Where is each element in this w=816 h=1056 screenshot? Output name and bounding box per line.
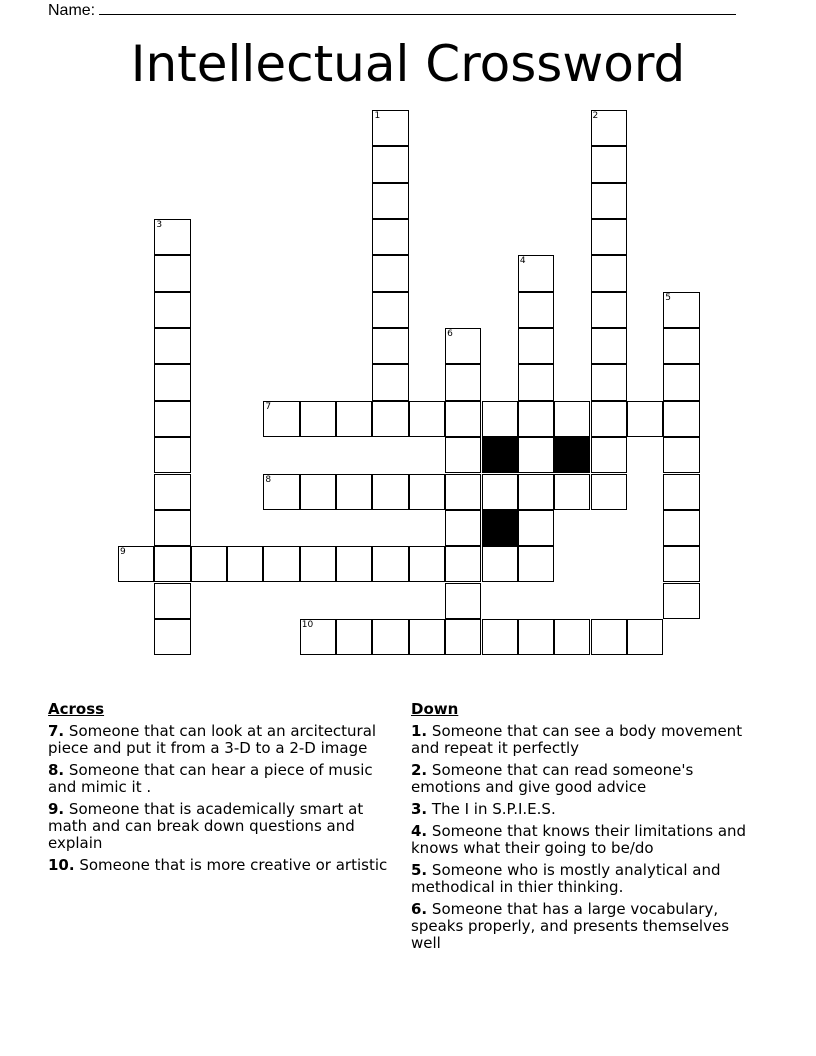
- clue-text: The I in S.P.I.E.S.: [431, 800, 556, 818]
- grid-cell[interactable]: [591, 437, 627, 473]
- clue-text: Someone that is more creative or artistic: [79, 856, 388, 874]
- clue-down: [411, 862, 761, 896]
- clue-text: Someone that is academically smart at math and can break down questions and explain: [48, 800, 364, 852]
- grid-cell[interactable]: [154, 437, 190, 473]
- grid-cell[interactable]: [591, 255, 627, 291]
- grid-cell[interactable]: [482, 474, 518, 510]
- grid-cell[interactable]: [372, 219, 408, 255]
- cell-number: 1: [374, 111, 381, 121]
- cell-number: 4: [519, 256, 526, 267]
- clue-number: 1.: [411, 722, 428, 740]
- clue-down: [411, 823, 761, 857]
- grid-cell[interactable]: [154, 219, 190, 255]
- grid-cell[interactable]: [300, 546, 336, 582]
- grid-cell[interactable]: [445, 401, 481, 437]
- grid-cell[interactable]: [518, 510, 554, 546]
- grid-cell[interactable]: [591, 401, 627, 437]
- grid-cell[interactable]: [300, 619, 336, 655]
- clue-number: 10.: [48, 856, 75, 874]
- grid-cell[interactable]: [445, 510, 481, 546]
- grid-cell[interactable]: [591, 292, 627, 328]
- grid-cell[interactable]: [154, 292, 190, 328]
- grid-cell[interactable]: [663, 364, 699, 400]
- grid-cell[interactable]: [518, 328, 554, 364]
- grid-cell[interactable]: [663, 583, 699, 619]
- grid-cell[interactable]: [372, 474, 408, 510]
- clue-down: [411, 801, 761, 818]
- grid-cell[interactable]: [482, 546, 518, 582]
- grid-cell[interactable]: [154, 583, 190, 619]
- clue-number: 5.: [411, 861, 428, 879]
- down-heading: Down: [411, 700, 459, 718]
- grid-cell[interactable]: [663, 474, 699, 510]
- black-cell: [482, 437, 518, 473]
- clue-text: Someone that can read someone's emotions and give good advice: [411, 761, 694, 796]
- clue-number: 6.: [411, 900, 428, 918]
- cell-number: 8: [265, 474, 272, 485]
- grid-cell[interactable]: [518, 546, 554, 582]
- grid-cell[interactable]: [518, 474, 554, 510]
- clue-number: 3.: [411, 800, 428, 818]
- black-cell: [482, 510, 518, 546]
- grid-cell[interactable]: [154, 546, 190, 582]
- grid-cell[interactable]: [372, 110, 408, 146]
- puzzle-title: Intellectual Crossword: [130, 35, 686, 93]
- grid-cell[interactable]: [336, 619, 372, 655]
- grid-cell[interactable]: [591, 474, 627, 510]
- clue-number: 4.: [411, 822, 428, 840]
- clue-text: Someone that can see a body movement and repeat it perfectly: [411, 722, 743, 757]
- clue-down: [411, 723, 761, 757]
- grid-cell[interactable]: [591, 146, 627, 182]
- clue-across: [48, 857, 398, 874]
- grid-cell[interactable]: [154, 328, 190, 364]
- grid-cell[interactable]: [445, 364, 481, 400]
- grid-cell[interactable]: [518, 437, 554, 473]
- cell-number: 10: [301, 619, 314, 630]
- grid-cell[interactable]: [336, 546, 372, 582]
- grid-cell[interactable]: [482, 401, 518, 437]
- grid-cell[interactable]: [554, 619, 590, 655]
- cell-number: 3: [156, 220, 163, 231]
- black-cell: [554, 437, 590, 473]
- grid-cell[interactable]: [372, 292, 408, 328]
- grid-cell[interactable]: [409, 619, 445, 655]
- grid-cell[interactable]: [409, 474, 445, 510]
- grid-cell[interactable]: [372, 401, 408, 437]
- grid-cell[interactable]: [372, 183, 408, 219]
- clue-number: 7.: [48, 722, 65, 740]
- grid-cell[interactable]: [663, 292, 699, 328]
- grid-cell[interactable]: [154, 619, 190, 655]
- grid-cell[interactable]: [300, 401, 336, 437]
- grid-cell[interactable]: [663, 437, 699, 473]
- grid-cell[interactable]: [445, 437, 481, 473]
- clue-number: 9.: [48, 800, 65, 818]
- clue-text: Someone that can look at an arcitectural piece and put it from a 3-D to a 2-D image: [48, 722, 377, 757]
- cell-number: 6: [447, 329, 453, 340]
- grid-cell[interactable]: [191, 546, 227, 582]
- grid-cell[interactable]: [154, 401, 190, 437]
- across-clues: [48, 701, 398, 879]
- grid-cell[interactable]: [336, 474, 372, 510]
- grid-cell[interactable]: [518, 619, 554, 655]
- across-heading: Across: [48, 700, 105, 718]
- cell-number: 7: [265, 401, 272, 412]
- clue-across: [48, 762, 398, 796]
- clue-text: Someone who is mostly analytical and methodical in thier thinking.: [411, 861, 721, 896]
- grid-cell[interactable]: [518, 255, 554, 291]
- grid-cell[interactable]: [372, 546, 408, 582]
- grid-cell[interactable]: [445, 474, 481, 510]
- grid-cell[interactable]: [518, 292, 554, 328]
- clue-across: [48, 801, 398, 852]
- cell-number: 9: [120, 547, 126, 558]
- grid-cell[interactable]: [591, 619, 627, 655]
- grid-cell[interactable]: [627, 401, 663, 437]
- grid-cell[interactable]: [409, 546, 445, 582]
- grid-cell[interactable]: [663, 328, 699, 364]
- grid-cell[interactable]: [227, 546, 263, 582]
- grid-cell[interactable]: [445, 328, 481, 364]
- grid-cell[interactable]: [263, 546, 299, 582]
- grid-cell[interactable]: [663, 510, 699, 546]
- grid-cell[interactable]: [591, 183, 627, 219]
- clue-down: [411, 762, 761, 796]
- grid-cell[interactable]: [591, 364, 627, 400]
- grid-cell[interactable]: [627, 619, 663, 655]
- down-clues: [411, 701, 761, 957]
- grid-cell[interactable]: [482, 619, 518, 655]
- grid-cell[interactable]: [372, 255, 408, 291]
- cell-number: 2: [592, 111, 599, 121]
- grid-cell[interactable]: [445, 546, 481, 582]
- grid-cell[interactable]: [554, 401, 590, 437]
- clue-text: Someone that knows their limitations and knows what their going to be/do: [411, 822, 747, 857]
- clue-number: 8.: [48, 761, 65, 779]
- grid-cell[interactable]: [300, 474, 336, 510]
- grid-cell[interactable]: [445, 619, 481, 655]
- grid-cell[interactable]: [263, 474, 299, 510]
- clue-text: Someone that has a large vocabulary, speaks properly, and presents themselves well: [411, 900, 730, 952]
- grid-cell[interactable]: [372, 146, 408, 182]
- clue-text: Someone that can hear a piece of music and mimic it .: [48, 761, 373, 796]
- grid-cell[interactable]: [118, 546, 154, 582]
- grid-cell[interactable]: [154, 255, 190, 291]
- clue-across: [48, 723, 398, 757]
- grid-cell[interactable]: [518, 364, 554, 400]
- name-label: Name:: [48, 2, 96, 19]
- grid-cell[interactable]: [518, 401, 554, 437]
- grid-cell[interactable]: [154, 474, 190, 510]
- grid-cell[interactable]: [663, 401, 699, 437]
- grid-cell[interactable]: [336, 401, 372, 437]
- grid-cell[interactable]: [263, 401, 299, 437]
- clue-down: [411, 901, 761, 952]
- grid-cell[interactable]: [372, 619, 408, 655]
- grid-cell[interactable]: [372, 328, 408, 364]
- grid-cell[interactable]: [554, 474, 590, 510]
- grid-cell[interactable]: [591, 110, 627, 146]
- clue-number: 2.: [411, 761, 428, 779]
- grid-cell[interactable]: [591, 328, 627, 364]
- grid-cell[interactable]: [663, 546, 699, 582]
- grid-cell[interactable]: [591, 219, 627, 255]
- grid-cell[interactable]: [154, 510, 190, 546]
- grid-cell[interactable]: [154, 364, 190, 400]
- cell-number: 5: [665, 292, 671, 303]
- grid-cell[interactable]: [372, 364, 408, 400]
- grid-cell[interactable]: [409, 401, 445, 437]
- grid-cell[interactable]: [445, 583, 481, 619]
